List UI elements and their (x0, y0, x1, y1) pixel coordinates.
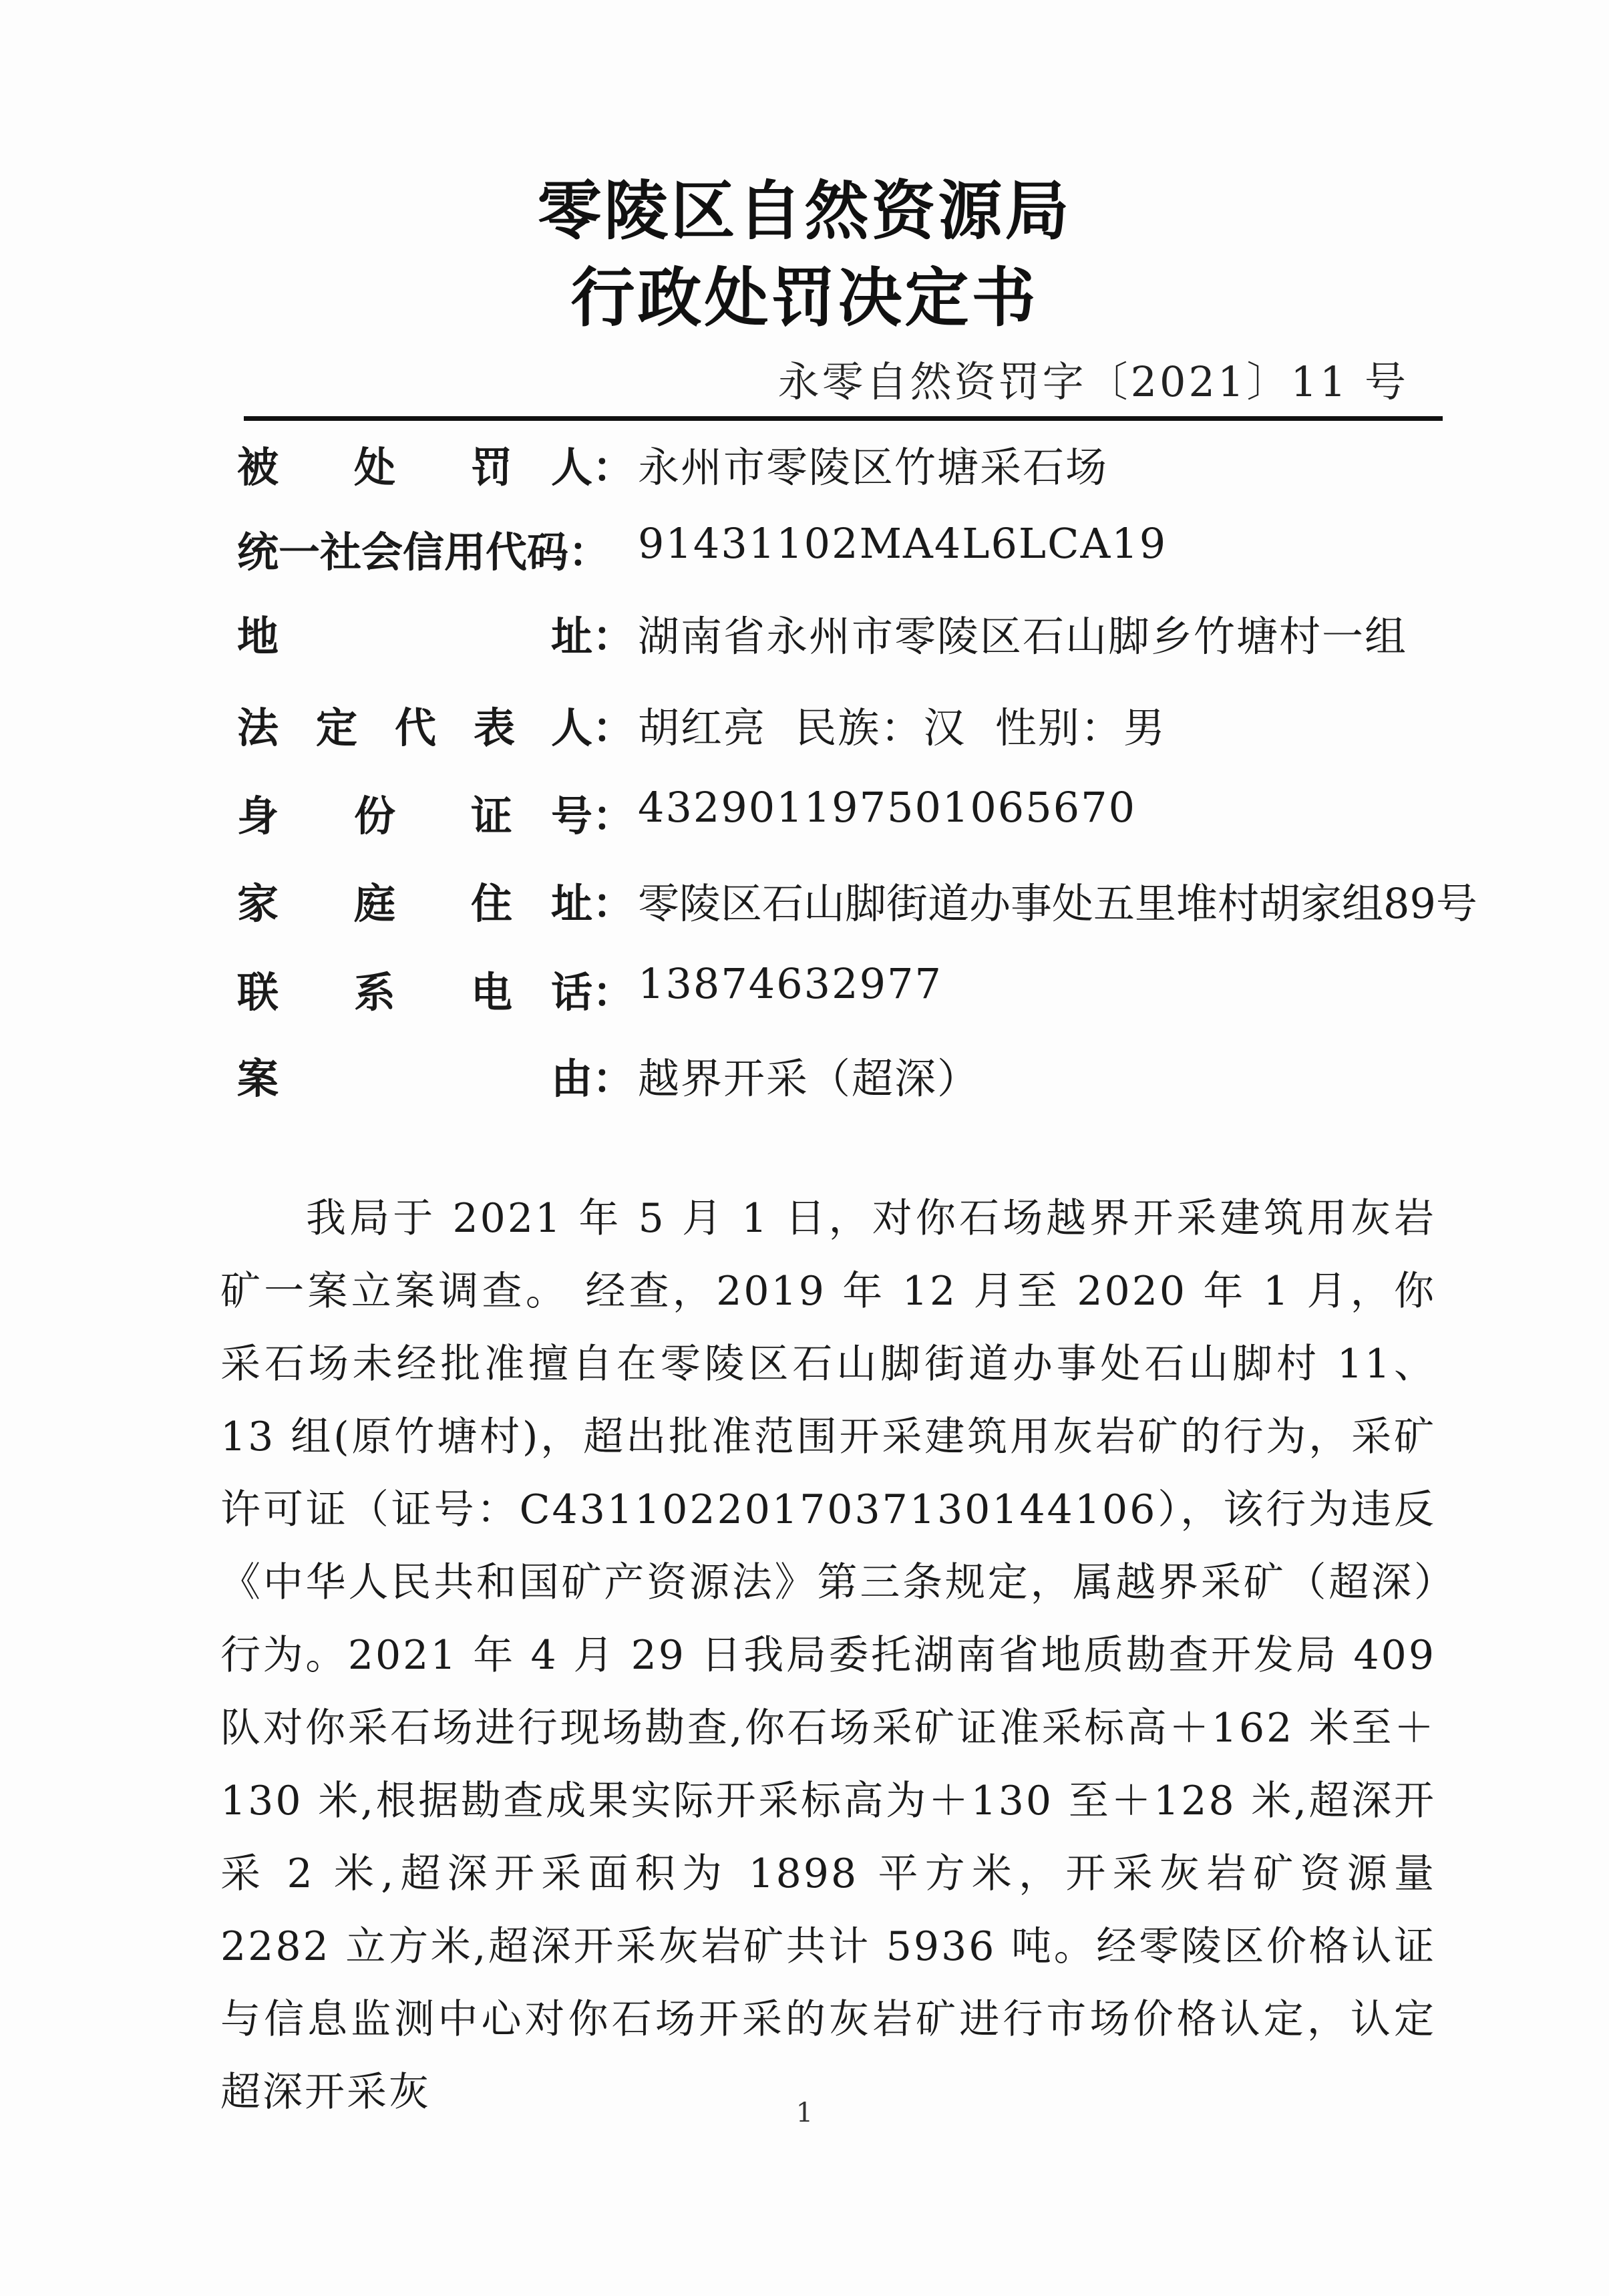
field-label: 统一社会信用代码： (237, 528, 610, 577)
document-number: 永零自然资罚字〔2021〕11 号 (777, 357, 1409, 406)
field-penalized-party (237, 434, 1486, 494)
field-value: 永州市零陵区竹塘采石场 (638, 443, 1109, 492)
field-label: 被 处 罚 人： (237, 443, 635, 492)
decision-body-paragraph: 我局于 2021 年 5 月 1 日，对你石场越界开采建筑用灰岩矿一案立案调查。 经查，2019 年 12 月至 2020 年 1 月，你采石场未经批准擅自在零陵区石山脚街道办事处石山脚村 11、13 组(原竹塘村)，超出批准范围开采建筑用灰岩矿的行为，采矿许可证（证号：C4311022017037130144106），该行为违反《中华人民共和国矿产资源法》第三条规定，属越界采矿（超深）行为。2021 年 4 月 29 日我局委托湖南省地质勘查开发局 409 队对你采石场进行现场勘查,你石场采矿证准采标高＋162 米至＋130 米,根据勘查成果实际开采标高为＋130 至＋128 米,超深开采 2 米,超深开采面积为 1898 平方米，开采灰岩矿资源量 2282 立方米,超深开采灰岩矿共计 5936 吨。经零陵区价格认证与信息监测中心对你石场开采的灰岩矿进行市场价格认定，认定超深开采灰 (220, 1195, 1436, 2116)
document-title-issuer: 零陵区自然资源局 (537, 174, 1072, 249)
field-label: 家 庭 住 址： (237, 879, 635, 928)
field-address (237, 603, 1486, 663)
field-legal-representative (237, 695, 1486, 755)
field-value: 91431102MA4L6LCA19 (638, 519, 1168, 568)
document-title-type: 行政处罚决定书 (570, 261, 1039, 335)
field-value: 越界开采（超深） (638, 1054, 980, 1103)
field-label: 身 份 证 号： (237, 792, 635, 840)
field-value: 432901197501065670 (638, 783, 1137, 832)
page-number: 1 (795, 2098, 814, 2128)
field-credit-code (237, 519, 1486, 579)
field-phone (237, 959, 1486, 1019)
header-divider (244, 416, 1443, 421)
field-value: 零陵区石山脚街道办事处五里堆村胡家组89号 (638, 879, 1477, 928)
field-label: 地 址： (237, 612, 635, 661)
field-value: 13874632977 (638, 959, 942, 1008)
field-id-number (237, 783, 1486, 843)
field-value: 胡红亮 民族：汉 性别：男 (638, 703, 1166, 752)
field-case-cause (237, 1045, 1486, 1106)
field-home-address (237, 870, 1486, 931)
field-label: 联 系 电 话： (237, 968, 635, 1017)
field-value: 湖南省永州市零陵区石山脚乡竹塘村一组 (638, 612, 1408, 661)
field-label: 法 定 代 表 人： (237, 703, 635, 752)
field-label: 案 由： (237, 1054, 635, 1103)
